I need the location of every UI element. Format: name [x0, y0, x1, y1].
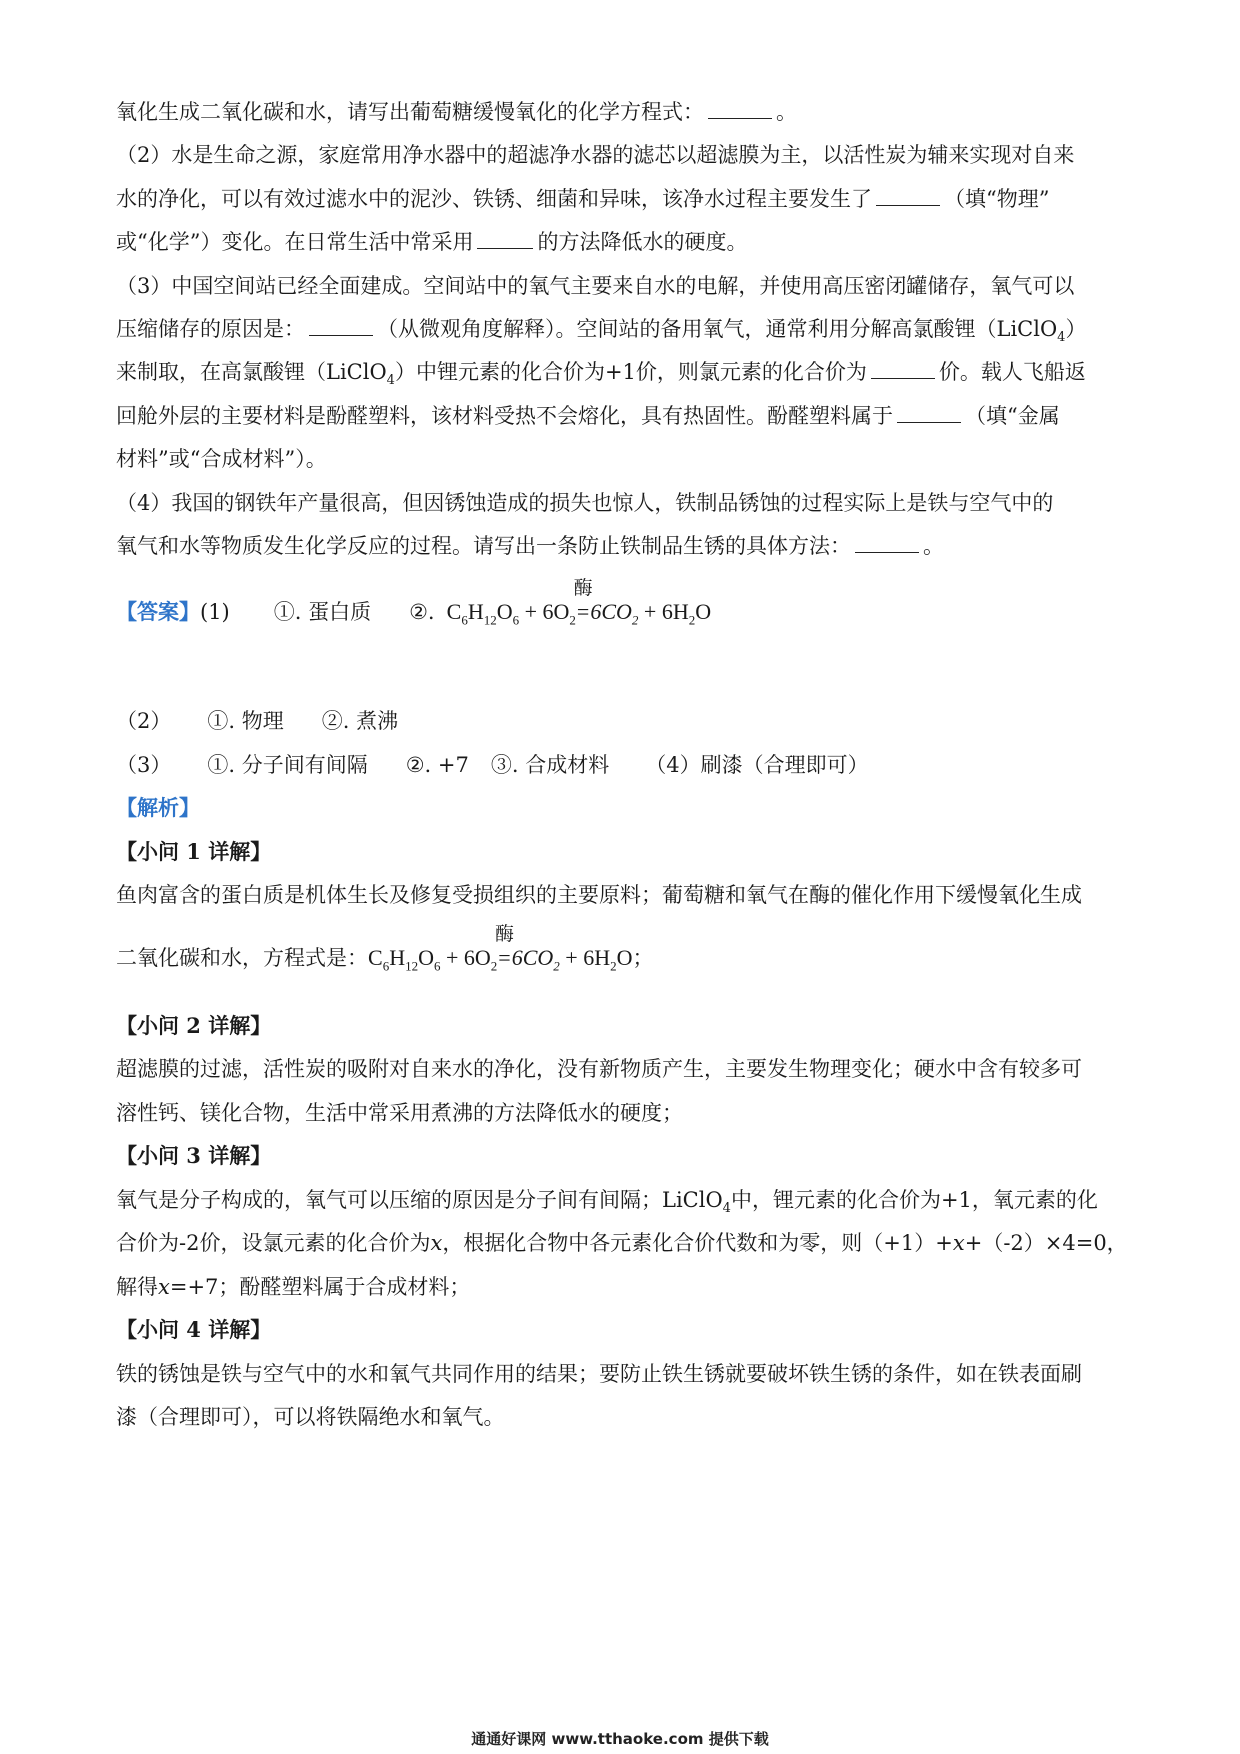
text: ）中锂元素的化合价为+1价，则氯元素的化合价为 — [394, 360, 867, 384]
part-number: （3） — [116, 753, 172, 777]
enzyme-equals: 酶 = — [577, 597, 589, 627]
text: ，根据化合物中各元素化合价代数和为零，则（+1）+ — [442, 1231, 953, 1255]
question-line-10: （4）我国的钢铁年产量很高，但因锈蚀造成的损失也惊人，铁制品锈蚀的过程实际上是铁与空气中的 — [116, 491, 1054, 515]
analysis-line — [116, 923, 1136, 981]
subquestion-heading-2: 【小问 2 详解】 — [116, 1013, 272, 1038]
question-line-6 — [116, 314, 1136, 353]
answer-item: ①. 蛋白质 — [273, 600, 372, 624]
text: 回舱外层的主要材料是酚醛塑料，该材料受热不会熔化，具有热固性。酚醛塑料属于 — [116, 404, 893, 428]
enzyme-label: 酶 — [494, 923, 514, 945]
question-line-9: 材料”或“合成材料”）。 — [116, 447, 327, 471]
text: 氧化生成二氧化碳和水，请写出葡萄糖缓慢氧化的化学方程式： — [116, 100, 704, 124]
analysis-line — [116, 1272, 1136, 1302]
text: 合价为-2价，设氯元素的化合价为 — [116, 1231, 431, 1255]
text: 。 — [923, 534, 944, 558]
text: 。 — [776, 100, 797, 124]
text: =+7；酚醛塑料属于合成材料； — [169, 1275, 471, 1299]
text: （从微观角度解释）。空间站的备用氧气，通常利用分解高氯酸锂（LiClO — [377, 317, 1058, 341]
answer-blank — [876, 187, 940, 206]
chemical-equation: $C_6H_{12}O_6 + 6O_2$ 酶 $=6CO_2 + 6H_2O$ — [368, 945, 632, 970]
text: 来制取，在高氯酸锂（LiClO — [116, 360, 387, 384]
question-line-1 — [116, 97, 1136, 127]
answer-item: ②. +7 — [405, 753, 469, 777]
answer-blank — [871, 360, 935, 379]
text: 中，锂元素的化合价为+1，氧元素的化 — [730, 1188, 1098, 1212]
question-line-3 — [116, 184, 1136, 214]
text: 压缩储存的原因是： — [116, 317, 305, 341]
text: ； — [632, 946, 654, 970]
analysis-line: 铁的锈蚀是铁与空气中的水和氧气共同作用的结果；要防止铁生锈就要破坏铁生锈的条件，如在铁表面刷 — [116, 1362, 1082, 1386]
text: +（-2）×4=0， — [964, 1231, 1128, 1255]
question-line-8 — [116, 401, 1136, 431]
part-number: （2） — [116, 709, 172, 733]
variable: x — [430, 1231, 443, 1255]
page-footer: 通通好课网 www.tthaoke.com 提供下载 — [471, 1730, 769, 1748]
text: 解得 — [116, 1275, 158, 1299]
text: 的方法降低水的硬度。 — [537, 230, 748, 254]
answer-item: ①. 分子间有间隔 — [207, 753, 368, 777]
text: 水的净化，可以有效过滤水中的泥沙、铁锈、细菌和异味，该净水过程主要发生了 — [116, 187, 872, 211]
enzyme-equals: 酶 = — [498, 943, 510, 973]
variable: x — [952, 1231, 965, 1255]
subscript: 4 — [1057, 330, 1066, 346]
text: （填“物理” — [944, 187, 1050, 211]
answer-item: ②. 煮沸 — [321, 709, 399, 733]
answer-line-3 — [116, 750, 1136, 780]
text: 氧气是分子构成的，氧气可以压缩的原因是分子间有间隔；LiClO — [116, 1188, 723, 1212]
text: 二氧化碳和水，方程式是： — [116, 946, 368, 970]
answer-item: ①. 物理 — [207, 709, 284, 733]
analysis-line: 超滤膜的过滤，活性炭的吸附对自来水的净化，没有新物质产生，主要发生物理变化；硬水中含有较多可 — [116, 1057, 1082, 1081]
analysis-label: 【解析】 — [116, 795, 200, 820]
subquestion-heading-3: 【小问 3 详解】 — [116, 1143, 272, 1168]
answer-blank — [309, 317, 373, 336]
answer-blank — [855, 534, 919, 553]
question-line-4 — [116, 227, 1136, 257]
analysis-line — [116, 1185, 1136, 1224]
answer-item: ③. 合成材料 — [490, 753, 610, 777]
subquestion-heading-1: 【小问 1 详解】 — [116, 839, 272, 864]
text: ） — [1065, 317, 1087, 341]
enzyme-label: 酶 — [573, 577, 593, 599]
subquestion-heading-4: 【小问 4 详解】 — [116, 1317, 272, 1342]
analysis-line: 鱼肉富含的蛋白质是机体生长及修复受损组织的主要原料；葡萄糖和氧气在酶的催化作用下缓慢氧化生成 — [116, 883, 1082, 907]
answer-item: （4）刷漆（合理即可） — [645, 753, 869, 777]
answer-blank — [708, 100, 772, 119]
chemical-equation: $C_6H_{12}O_6 + 6O_2$ 酶 $=6CO_2 + 6H_2O$ — [447, 599, 711, 624]
answer-line-1 — [116, 577, 1136, 635]
variable: x — [158, 1275, 170, 1299]
subscript: 4 — [386, 373, 395, 389]
analysis-line — [116, 1228, 1136, 1258]
answer-blank — [897, 404, 961, 423]
question-line-2: （2）水是生命之源，家庭常用净水器中的超滤净水器的滤芯以超滤膜为主，以活性炭为辅来实现对自来 — [116, 143, 1075, 167]
text: （填“金属 — [965, 404, 1060, 428]
subscript: 4 — [722, 1201, 731, 1217]
text: 或“化学”）变化。在日常生活中常采用 — [116, 230, 474, 254]
question-line-7 — [116, 357, 1136, 396]
answer-blank — [477, 230, 533, 249]
question-line-11 — [116, 531, 1136, 561]
answer-label: 【答案】 — [116, 599, 200, 624]
analysis-line: 漆（合理即可），可以将铁隔绝水和氧气。 — [116, 1405, 505, 1429]
analysis-line: 溶性钙、镁化合物，生活中常采用煮沸的方法降低水的硬度； — [116, 1101, 683, 1125]
text: 价。载人飞船返 — [938, 360, 1086, 384]
answer-line-2 — [116, 706, 1136, 736]
question-line-5: （3）中国空间站已经全面建成。空间站中的氧气主要来自水的电解，并使用高压密闭罐储存，氧气可以 — [116, 274, 1075, 298]
answer-item: ②. — [409, 600, 435, 624]
part-number: (1) — [200, 600, 230, 624]
text: 氧气和水等物质发生化学反应的过程。请写出一条防止铁制品生锈的具体方法： — [116, 534, 851, 558]
